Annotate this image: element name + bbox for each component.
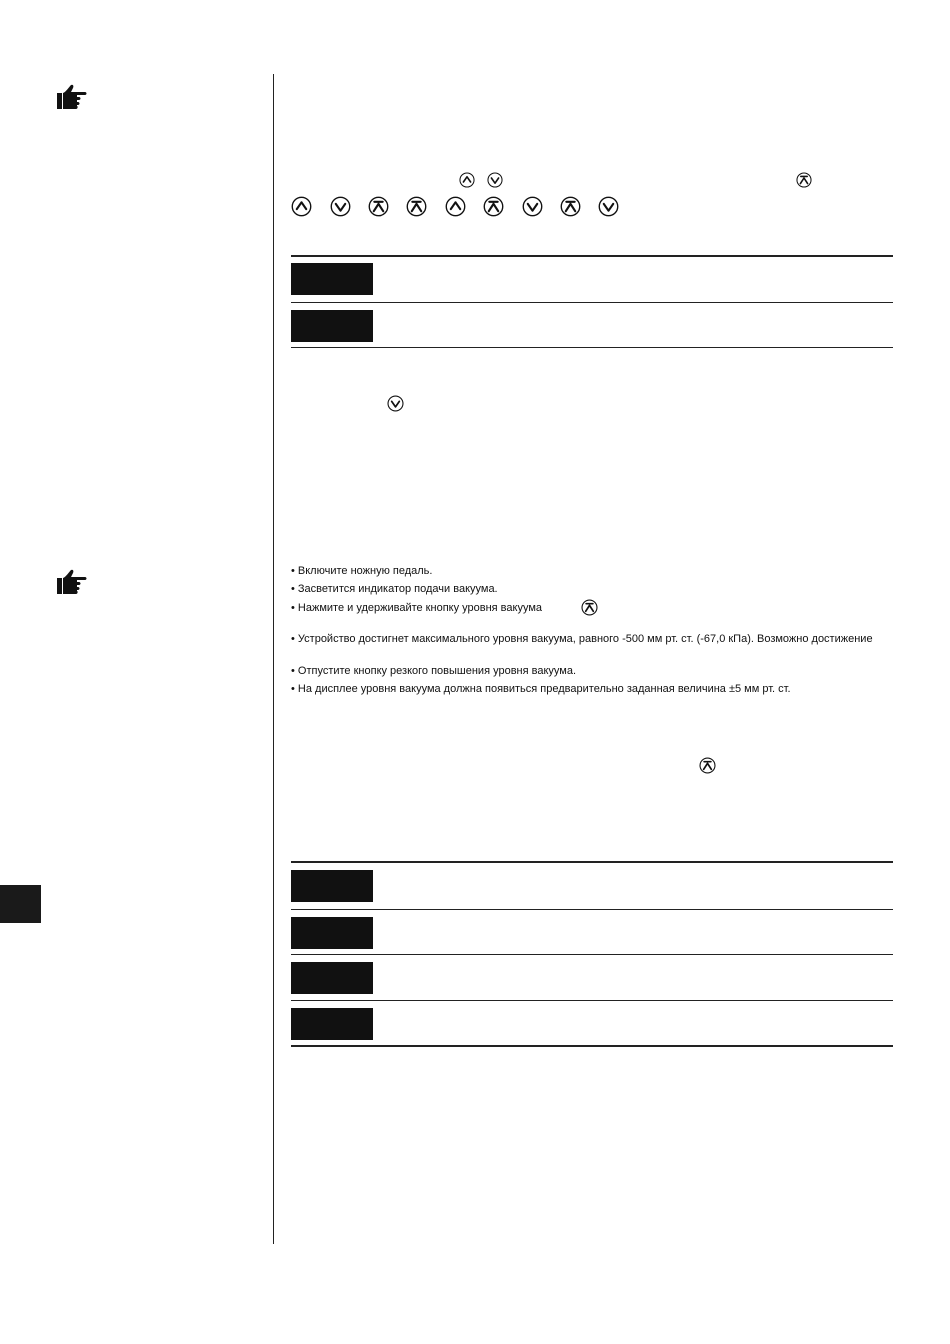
table-rule — [291, 909, 893, 910]
led-display-tc — [291, 263, 373, 295]
step-item: • Отпустите кнопку резкого повышения уровня вакуума. — [291, 665, 577, 677]
up-arrow-button-icon — [445, 196, 466, 217]
table-rule — [291, 1000, 893, 1001]
step-item: • Устройство достигнет максимального уровня вакуума, равного -500 мм рт. ст. (-67,0 кПа). Возможно достижение — [291, 633, 873, 645]
down-arrow-button-icon — [522, 196, 543, 217]
vacuum-boost-button-icon — [368, 196, 389, 217]
up-arrow-button-icon — [459, 172, 475, 188]
column-divider — [273, 74, 274, 1244]
up-arrow-button-icon — [291, 196, 312, 217]
step-item: • На дисплее уровня вакуума должна появиться предварительно заданная величина ±5 мм рт. ст. — [291, 683, 791, 695]
pointing-hand-icon — [55, 568, 89, 596]
vacuum-boost-button-icon — [406, 196, 427, 217]
table-rule — [291, 302, 893, 303]
down-arrow-button-icon — [330, 196, 351, 217]
vacuum-boost-button-icon — [483, 196, 504, 217]
table-rule — [291, 1045, 893, 1047]
step-item: • Включите ножную педаль. — [291, 565, 433, 577]
table-rule — [291, 347, 893, 348]
down-arrow-button-icon — [487, 172, 503, 188]
led-display-st1 — [291, 917, 373, 949]
step-item: • Нажмите и удерживайте кнопку уровня вакуума — [291, 602, 543, 614]
vacuum-boost-button-icon — [581, 599, 598, 616]
table-rule — [291, 861, 893, 863]
step-item: • Засветится индикатор подачи вакуума. — [291, 583, 498, 595]
down-arrow-button-icon — [598, 196, 619, 217]
led-display-st0 — [291, 870, 373, 902]
vacuum-boost-button-icon — [560, 196, 581, 217]
vacuum-boost-button-icon — [796, 172, 812, 188]
table-rule — [291, 255, 893, 257]
led-display-st3 — [291, 1008, 373, 1040]
section-tab-marker — [0, 885, 41, 923]
table-rule — [291, 954, 893, 955]
down-arrow-button-icon — [387, 395, 404, 412]
led-display-st2 — [291, 962, 373, 994]
pointing-hand-icon — [55, 83, 89, 111]
vacuum-boost-button-icon — [699, 757, 716, 774]
led-display-ntc — [291, 310, 373, 342]
